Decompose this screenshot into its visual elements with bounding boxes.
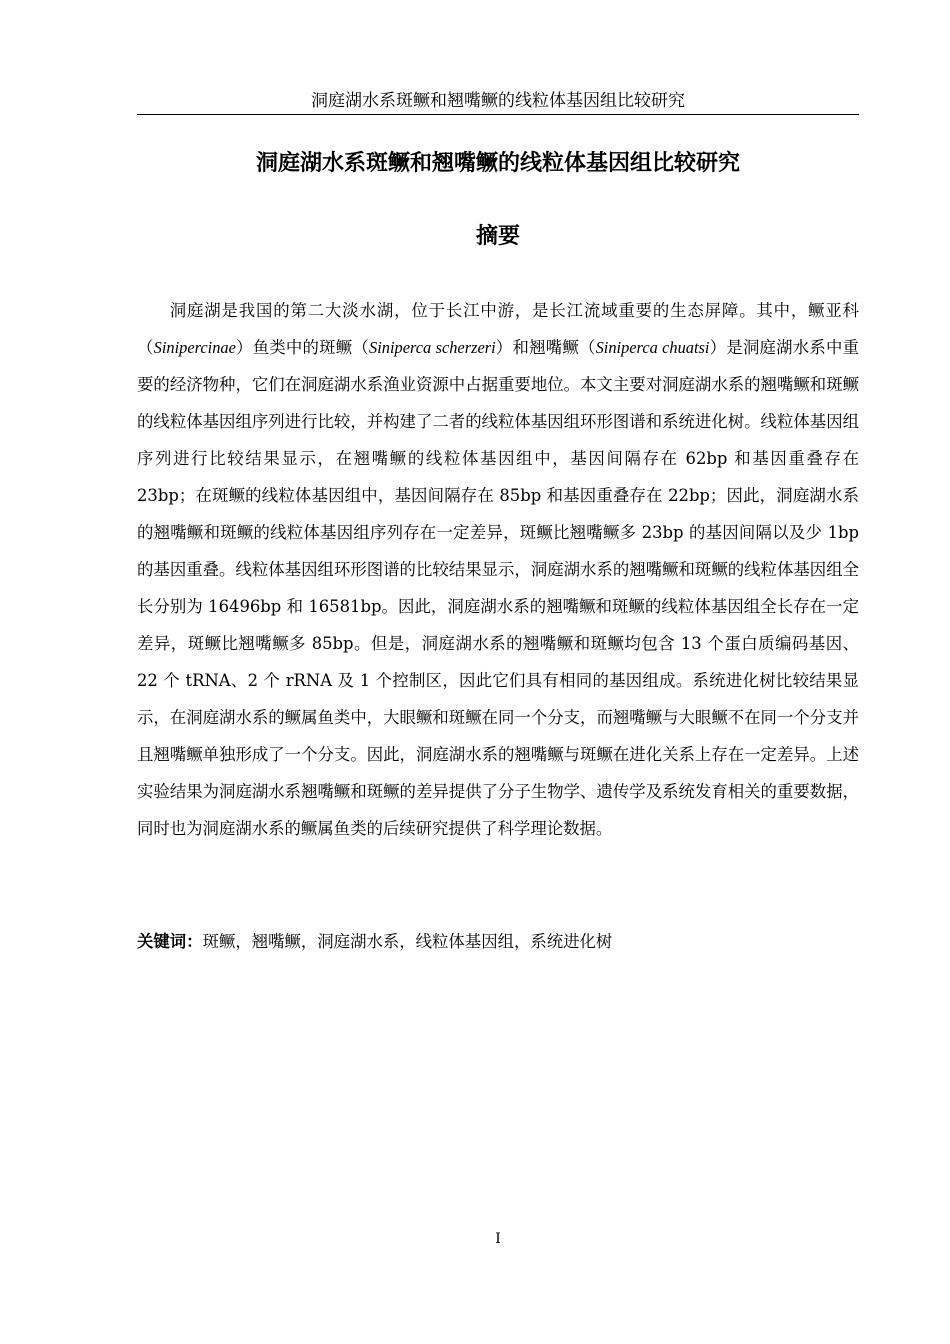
- abstract-text-2: ）鱼类中的斑鳜（: [235, 338, 370, 357]
- taxon-sinipercinae: Sinipercinae: [153, 338, 236, 357]
- keywords-label: 关键词：: [137, 932, 203, 951]
- document-title: 洞庭湖水系斑鳜和翘嘴鳜的线粒体基因组比较研究: [255, 151, 740, 176]
- taxon-siniperca-chuatsi: Siniperca chuatsi: [595, 338, 710, 357]
- abstract-text-4: ）是洞庭湖水系中重要的经济物种，它们在洞庭湖水系渔业资源中占据重要地位。本文主要对洞庭湖水系的翘嘴鳜和斑鳜的线粒体基因组序列进行比较，并构建了二者的线粒体基因组环形图谱和系统进化树。线粒体基因组序列进行比较结果显示，在翘嘴鳜的线粒体基因组中，基因间隔存在 62bp 和基因重叠存在 23bp；在斑鳜的线粒体基因组中，基因间隔存在 85bp 和基因重叠存在 22bp；因此，洞庭湖水系的翘嘴鳜和斑鳜的线粒体基因组序列存在一定差异，斑鳜比翘嘴鳜多 23bp 的基因间隔以及少 1bp 的基因重叠。线粒体基因组环形图谱的比较结果显示，洞庭湖水系的翘嘴鳜和斑鳜的线粒体基因组全长分别为 16496bp 和 16581bp。因此，洞庭湖水系的翘嘴鳜和斑鳜的线粒体基因组全长存在一定差异，斑鳜比翘嘴鳜多 85bp。但是，洞庭湖水系的翘嘴鳜和斑鳜均包含 13 个蛋白质编码基因、22 个 tRNA、2 个 rRNA 及 1 个控制区，因此它们具有相同的基因组成。系统进化树比较结果显示，在洞庭湖水系的鳜属鱼类中，大眼鳜和斑鳜在同一个分支，而翘嘴鳜与大眼鳜不在同一个分支并且翘嘴鳜单独形成了一个分支。因此，洞庭湖水系的翘嘴鳜与斑鳜在进化关系上存在一定差异。上述实验结果为洞庭湖水系翘嘴鳜和斑鳜的差异提供了分子生物学、遗传学及系统发育相关的重要数据，同时也为洞庭湖水系的鳜属鱼类的后续研究提供了科学理论数据。: [137, 338, 860, 838]
- running-header: 洞庭湖水系斑鳜和翘嘴鳜的线粒体基因组比较研究: [311, 91, 685, 111]
- taxon-siniperca-scherzeri: Siniperca scherzeri: [369, 338, 496, 357]
- abstract-text-3: ）和翘嘴鳜（: [495, 338, 596, 357]
- keywords-text: 斑鳜，翘嘴鳜，洞庭湖水系，线粒体基因组，系统进化树: [202, 932, 613, 951]
- abstract-heading: 摘要: [475, 224, 520, 249]
- keywords-line: [137, 927, 859, 957]
- header-rule: [137, 114, 859, 115]
- abstract-paragraph: [137, 292, 859, 847]
- abstract-text-1: 洞庭湖是我国的第二大淡水湖，位于长江中游，是长江流域重要的生态屏障。其中，鳜亚科（: [137, 301, 859, 357]
- page-number: I: [495, 1231, 501, 1247]
